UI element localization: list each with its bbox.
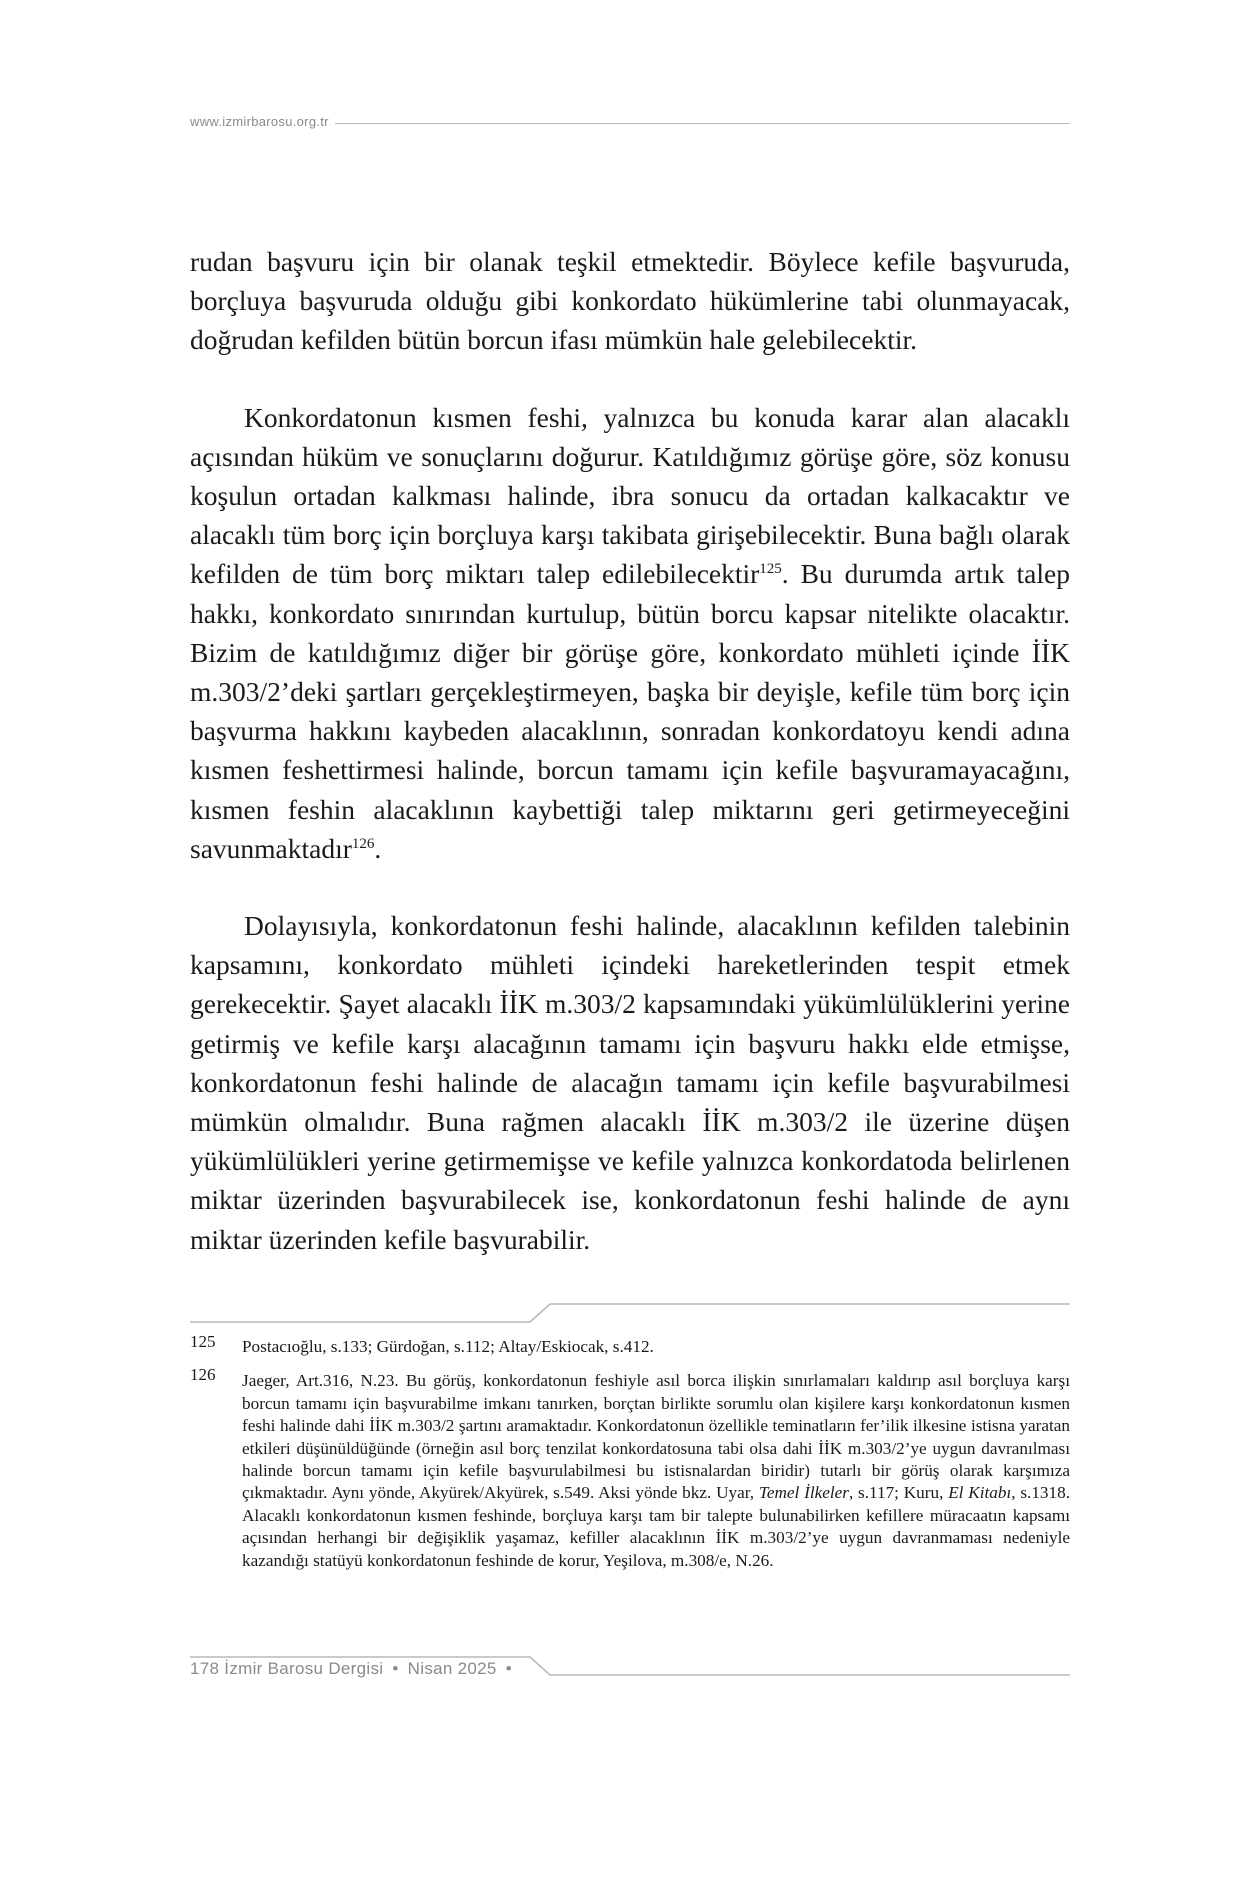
paragraph-2 xyxy=(190,398,1070,868)
page-number: 178 xyxy=(190,1659,220,1678)
paragraph-2-text-c: . xyxy=(374,832,382,864)
footnote-divider xyxy=(190,1302,1070,1324)
paragraph-2-text-a: Konkordatonun kısmen feshi, yalnızca bu konuda karar alan alacaklı açısından hüküm ve sonuçlarını doğurur. Katıldığımız görüşe göre, söz konusu koşulun ortadan kalkması halinde, ibra sonucu da ortadan kalkacaktır ve alacaklı tüm borç için borçluya karşı takibata girişebilecektir. Buna bağlı olarak kefilden de tüm borç miktarı talep edilebilecektir xyxy=(190,401,1070,590)
footnote-italic-title-2: El Kitabı xyxy=(948,1483,1012,1503)
paragraph-1 xyxy=(190,242,1070,360)
paragraph-2-text-b: . Bu durumda artık talep hakkı, konkordato sınırından kurtulup, bütün borcu kapsar nitelikte olacaktır. Bizim de katıldığımız diğer bir görüşe göre, konkordato mühleti içinde İİK m.303/2’deki şartları gerçekleştirmeyen, başka bir deyişle, kefile tüm borç için başvurma hakkını kaybeden alacaklının, sonradan konkordatoyu kendi adına kısmen feshettirmesi halinde, borcun tamamı için kefile başvuramayacağını, kısmen feshin alacaklının kaybettiği talep miktarını geri getirmeyeceğini savunmaktadır xyxy=(190,558,1070,864)
footnote-text-a: Jaeger, Art.316, N.23. Bu görüş, konkordatonun feshiyle asıl borca ilişkin sınırlamaları kaldırıp asıl borçluya karşı borcun tamamı için başvurabilme imkanı tanırken, borçtan birlikte sorumlu olan kişilere karşı konkordatonun kısmen feshi halinde dahi İİK m.303/2 şartını aramaktadır. Konkordatonun özellikle teminatların fer’ilik ilkesine istisna yaratan etkileri düşünüldüğünde (örneğin asıl borç tenzilat konkordatosuna tabi olsa dahi İİK m.303/2’ye uygun davranılması halinde borcun tamamı için kefile başvurulabilmesi bu istisnalardan biridir) tutarlı bir görüş olarak karşımıza çıkmaktadır. Aynı yönde, Akyürek/Akyürek, s.549. Aksi yönde bkz. Uyar, xyxy=(242,1371,1070,1503)
issue-date: Nisan 2025 xyxy=(407,1659,497,1678)
footnote-ref-125[interactable]: 125 xyxy=(759,561,782,578)
footnote-126 xyxy=(190,1365,1071,1572)
footer-separator: • xyxy=(392,1659,399,1678)
footnote-text-c: , s.1318. Alacaklı konkordatonun kısmen feshinde, borçluya karşı tam bir talepte bulunabilirken kefillere müracaatın kapsamı açısından herhangi bir değişiklik yaşamaz, kefiller alacaklının İİK m.303/2’ye uygun davranmaması nedeniyle kazandığı statüyü konkordatonun feshinde de korur, Yeşilova, m.308/e, N.26. xyxy=(242,1483,1071,1570)
footnote-ref-126[interactable]: 126 xyxy=(351,835,375,852)
footnote-italic-title-1: Temel İlkeler xyxy=(758,1483,849,1503)
main-text xyxy=(190,242,1070,1297)
footnotes xyxy=(190,1332,1071,1584)
page-footer xyxy=(190,1655,1070,1683)
header-url: www.izmirbarosu.org.tr xyxy=(190,112,335,132)
footnote-text-b: , s.117; Kuru, xyxy=(848,1483,944,1503)
footnote-125 xyxy=(190,1332,1070,1358)
footer-separator-end: • xyxy=(505,1659,512,1678)
paragraph-1-text: rudan başvuru için bir olanak teşkil etmektedir. Böylece kefile başvuruda, borçluya başvuruda olduğu gibi konkordato hükümlerine tabi olunmayacak, doğrudan kefilden bütün borcun ifası mümkün hale gelebilecektir. xyxy=(190,246,1070,356)
page-header xyxy=(190,112,1070,132)
footnote-number: 126 xyxy=(190,1365,216,1385)
footnote-text: Postacıoğlu, s.133; Gürdoğan, s.112; Altay/Eskiocak, s.412. xyxy=(242,1337,654,1356)
footer-text xyxy=(190,1659,516,1679)
paragraph-3-text: Dolayısıyla, konkordatonun feshi halinde, alacaklının kefilden talebinin kapsamını, konkordato mühleti içindeki hareketlerinden tespit etmek gerekecektir. Şayet alacaklı İİK m.303/2 kapsamındaki yükümlülüklerini yerine getirmiş ve kefile karşı alacağının tamamı için başvuru hakkı elde etmişse, konkordatonun feshi halinde de alacağın tamamı için kefile başvurabilmesi mümkün olmalıdır. Buna rağmen alacaklı İİK m.303/2 ile üzerine düşen yükümlülükleri yerine getirmemişse ve kefile yalnızca konkordatoda belirlenen miktar üzerinden başvurabilecek ise, konkordatonun feshi halinde de aynı miktar üzerinden kefile başvurabilir. xyxy=(190,910,1070,1255)
paragraph-3 xyxy=(190,906,1070,1259)
journal-name: İzmir Barosu Dergisi xyxy=(224,1659,384,1678)
footnote-number: 125 xyxy=(190,1332,216,1351)
